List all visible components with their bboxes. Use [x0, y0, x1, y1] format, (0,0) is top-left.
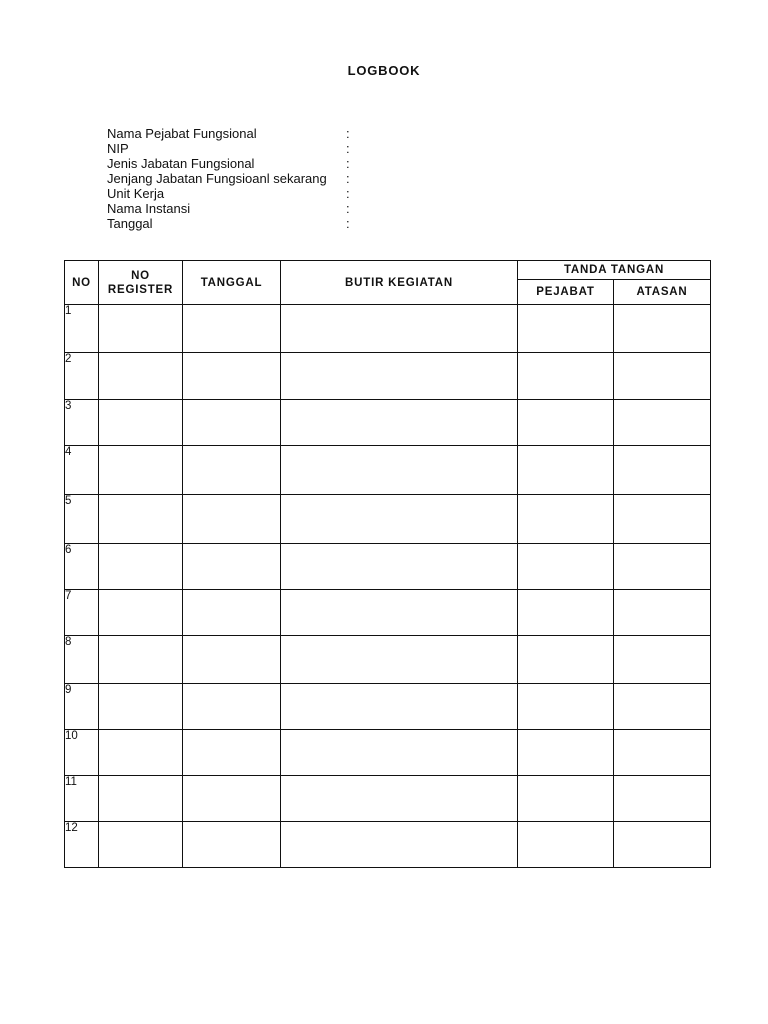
cell-ttd-atasan[interactable] — [614, 400, 711, 446]
info-colon: : — [346, 171, 350, 186]
header-no: NO — [65, 261, 99, 305]
header-tanggal: TANGGAL — [183, 261, 281, 305]
info-label: Jenis Jabatan Fungsional — [107, 156, 255, 171]
cell-ttd-pejabat[interactable] — [518, 684, 614, 730]
cell-tanggal[interactable] — [183, 353, 281, 400]
info-colon: : — [346, 216, 350, 231]
cell-tanggal[interactable] — [183, 495, 281, 544]
cell-ttd-atasan[interactable] — [614, 353, 711, 400]
header-tanda-tangan: TANDA TANGAN — [518, 261, 711, 280]
cell-tanggal[interactable] — [183, 730, 281, 776]
cell-ttd-atasan[interactable] — [614, 305, 711, 353]
cell-butir-kegiatan[interactable] — [281, 822, 518, 868]
cell-ttd-atasan[interactable] — [614, 684, 711, 730]
row-number: 9 — [65, 684, 99, 730]
cell-butir-kegiatan[interactable] — [281, 730, 518, 776]
cell-tanggal[interactable] — [183, 305, 281, 353]
cell-ttd-pejabat[interactable] — [518, 544, 614, 590]
cell-butir-kegiatan[interactable] — [281, 446, 518, 495]
row-number: 6 — [65, 544, 99, 590]
info-label: NIP — [107, 141, 129, 156]
cell-ttd-pejabat[interactable] — [518, 590, 614, 636]
table-row — [65, 446, 711, 495]
header-no-register-line1: NO — [131, 269, 150, 282]
info-colon: : — [346, 201, 350, 216]
cell-butir-kegiatan[interactable] — [281, 400, 518, 446]
cell-no-register[interactable] — [99, 305, 183, 353]
table-row — [65, 684, 711, 730]
cell-ttd-atasan[interactable] — [614, 636, 711, 684]
info-label: Nama Instansi — [107, 201, 191, 216]
table-row — [65, 636, 711, 684]
cell-butir-kegiatan[interactable] — [281, 495, 518, 544]
cell-butir-kegiatan[interactable] — [281, 776, 518, 822]
cell-ttd-pejabat[interactable] — [518, 730, 614, 776]
cell-tanggal[interactable] — [183, 544, 281, 590]
table-row — [65, 305, 711, 353]
cell-ttd-atasan[interactable] — [614, 776, 711, 822]
info-colon: : — [346, 186, 350, 201]
cell-tanggal[interactable] — [183, 446, 281, 495]
row-number: 1 — [65, 305, 99, 353]
cell-no-register[interactable] — [99, 730, 183, 776]
cell-ttd-atasan[interactable] — [614, 495, 711, 544]
row-number: 8 — [65, 636, 99, 684]
table-row — [65, 822, 711, 868]
cell-ttd-pejabat[interactable] — [518, 305, 614, 353]
cell-ttd-atasan[interactable] — [614, 446, 711, 495]
table-row — [65, 544, 711, 590]
cell-ttd-pejabat[interactable] — [518, 353, 614, 400]
info-label: Tanggal — [107, 216, 153, 231]
table-row — [65, 495, 711, 544]
info-colon: : — [346, 126, 350, 141]
cell-ttd-pejabat[interactable] — [518, 495, 614, 544]
cell-tanggal[interactable] — [183, 684, 281, 730]
logbook-table — [64, 260, 711, 868]
cell-no-register[interactable] — [99, 822, 183, 868]
cell-ttd-atasan[interactable] — [614, 590, 711, 636]
cell-no-register[interactable] — [99, 495, 183, 544]
info-colon: : — [346, 141, 350, 156]
cell-tanggal[interactable] — [183, 400, 281, 446]
row-number: 10 — [65, 730, 99, 776]
header-pejabat: PEJABAT — [518, 280, 614, 305]
info-label: Unit Kerja — [107, 186, 165, 201]
cell-ttd-pejabat[interactable] — [518, 776, 614, 822]
cell-tanggal[interactable] — [183, 822, 281, 868]
cell-butir-kegiatan[interactable] — [281, 305, 518, 353]
table-header-row — [65, 261, 711, 280]
cell-tanggal[interactable] — [183, 636, 281, 684]
cell-ttd-pejabat[interactable] — [518, 400, 614, 446]
cell-ttd-atasan[interactable] — [614, 544, 711, 590]
cell-tanggal[interactable] — [183, 590, 281, 636]
cell-tanggal[interactable] — [183, 776, 281, 822]
cell-no-register[interactable] — [99, 353, 183, 400]
cell-butir-kegiatan[interactable] — [281, 544, 518, 590]
table-row — [65, 590, 711, 636]
cell-no-register[interactable] — [99, 590, 183, 636]
cell-ttd-pejabat[interactable] — [518, 822, 614, 868]
header-atasan: ATASAN — [614, 280, 711, 305]
cell-no-register[interactable] — [99, 636, 183, 684]
header-butir-kegiatan: BUTIR KEGIATAN — [281, 261, 518, 305]
page-title: LOGBOOK — [347, 63, 421, 78]
table-row — [65, 400, 711, 446]
info-label: Nama Pejabat Fungsional — [107, 126, 257, 141]
row-number: 12 — [65, 822, 99, 868]
table-row — [65, 730, 711, 776]
cell-butir-kegiatan[interactable] — [281, 590, 518, 636]
row-number: 4 — [65, 446, 99, 495]
cell-no-register[interactable] — [99, 544, 183, 590]
cell-no-register[interactable] — [99, 446, 183, 495]
cell-butir-kegiatan[interactable] — [281, 636, 518, 684]
cell-no-register[interactable] — [99, 684, 183, 730]
header-no-register — [99, 261, 183, 305]
cell-ttd-atasan[interactable] — [614, 822, 711, 868]
row-number: 5 — [65, 495, 99, 544]
cell-ttd-atasan[interactable] — [614, 730, 711, 776]
row-number: 2 — [65, 353, 99, 400]
row-number: 7 — [65, 590, 99, 636]
table-row — [65, 776, 711, 822]
row-number: 3 — [65, 400, 99, 446]
cell-no-register[interactable] — [99, 400, 183, 446]
header-no-register-line2: REGISTER — [107, 283, 174, 296]
cell-ttd-pejabat[interactable] — [518, 446, 614, 495]
row-number: 11 — [65, 776, 99, 822]
info-label: Jenjang Jabatan Fungsioanl sekarang — [107, 171, 327, 186]
cell-no-register[interactable] — [99, 776, 183, 822]
table-body — [65, 305, 711, 868]
cell-butir-kegiatan[interactable] — [281, 684, 518, 730]
info-colon: : — [346, 156, 350, 171]
cell-ttd-pejabat[interactable] — [518, 636, 614, 684]
table-row — [65, 353, 711, 400]
cell-butir-kegiatan[interactable] — [281, 353, 518, 400]
